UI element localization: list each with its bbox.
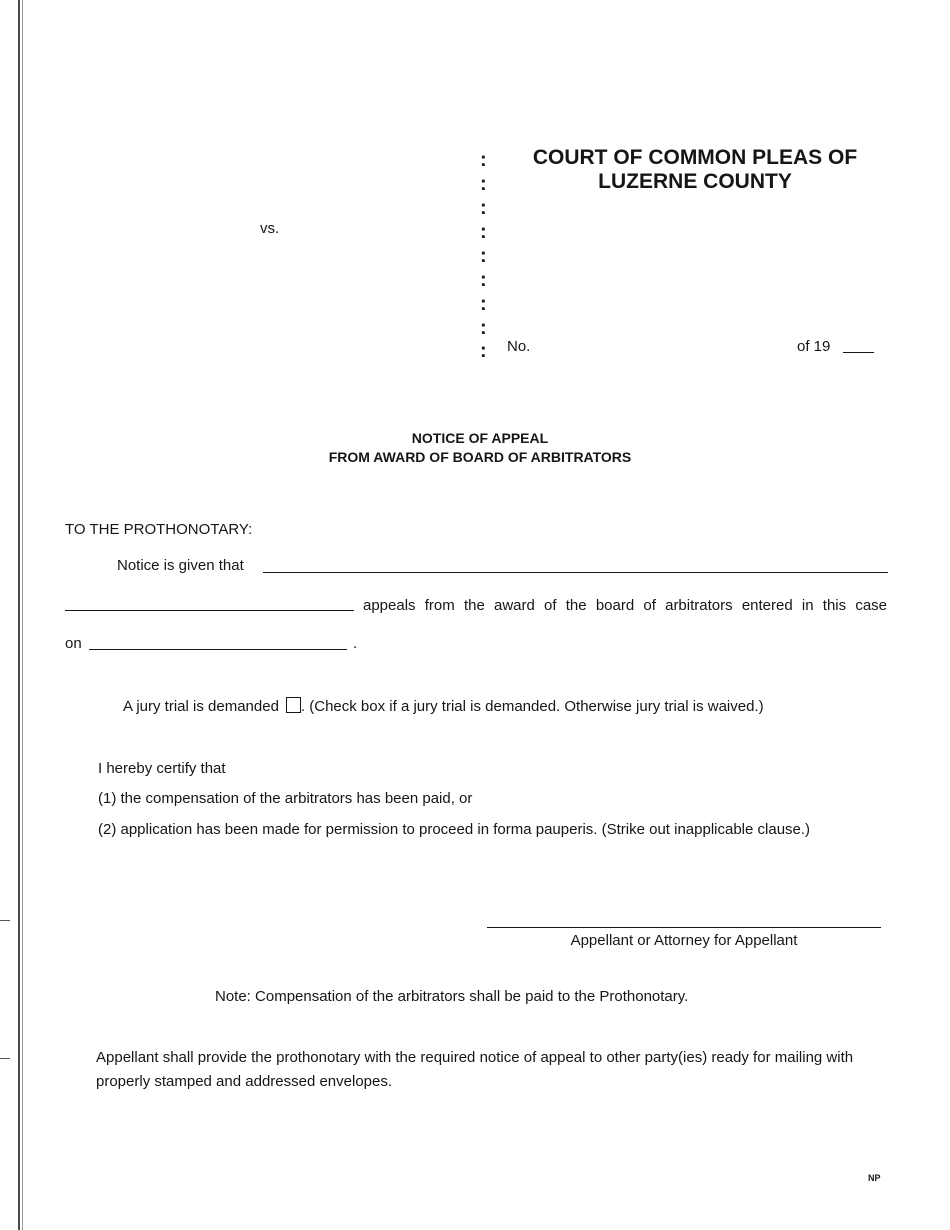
case-year-field[interactable] xyxy=(843,352,874,353)
margin-tick xyxy=(0,1058,10,1059)
signature-label: Appellant or Attorney for Appellant xyxy=(570,932,798,949)
court-title-line2: LUZERNE COUNTY xyxy=(598,170,792,193)
closing-text: Appellant shall provide the prothonotary with the required notice of appeal to other party(ies) ready for mailing with properly stamped and addressed envelopes. xyxy=(96,1049,854,1090)
salutation: TO THE PROTHONOTARY: xyxy=(65,521,253,538)
case-year-label: of 19 xyxy=(797,338,831,355)
notice-heading-line1: NOTICE OF APPEAL xyxy=(411,430,549,446)
closing-paragraph xyxy=(62,1046,892,1094)
court-title xyxy=(495,146,895,194)
appellant-name-field-continued[interactable] xyxy=(65,610,354,611)
page-edge-line-inner xyxy=(22,0,23,1230)
separator-colon: : xyxy=(480,245,487,267)
separator-colon: : xyxy=(480,173,487,195)
jury-suffix: . (Check box if a jury trial is demanded. Otherwise jury trial is waived.) xyxy=(300,698,764,715)
separator-colon: : xyxy=(480,221,487,243)
margin-tick xyxy=(0,920,10,921)
jury-trial-line xyxy=(123,697,764,715)
certify-clause-1: (1) the compensation of the arbitrators has been paid, or xyxy=(98,790,473,807)
certify-clause-2: (2) application has been made for permission to proceed in forma pauperis. (Strike out inapplicable clause.) xyxy=(98,821,811,838)
versus-label: vs. xyxy=(260,220,280,237)
separator-colon: : xyxy=(480,149,487,171)
separator-colon: : xyxy=(480,317,487,339)
on-period: . xyxy=(353,635,358,652)
compensation-note: Note: Compensation of the arbitrators shall be paid to the Prothonotary. xyxy=(215,988,689,1005)
notice-prefix: Notice is given that xyxy=(117,557,244,574)
certify-intro: I hereby certify that xyxy=(98,760,226,777)
separator-colon: : xyxy=(480,197,487,219)
jury-trial-checkbox[interactable] xyxy=(286,697,301,713)
separator-colon: : xyxy=(480,293,487,315)
separator-colon: : xyxy=(480,340,487,362)
notice-heading xyxy=(0,429,950,467)
appeals-text: appeals from the award of the board of arbitrators entered in this case xyxy=(363,597,887,614)
page-edge-line xyxy=(18,0,20,1230)
jury-prefix: A jury trial is demanded xyxy=(123,698,279,715)
notice-heading-line2: FROM AWARD OF BOARD OF ARBITRATORS xyxy=(328,449,632,465)
on-label: on xyxy=(65,635,82,652)
separator-colon: : xyxy=(480,269,487,291)
case-number-label: No. xyxy=(507,338,531,355)
award-date-field[interactable] xyxy=(89,649,347,650)
appellant-name-field[interactable] xyxy=(263,572,888,573)
form-code: NP xyxy=(868,1173,881,1183)
court-title-line1: COURT OF COMMON PLEAS OF xyxy=(532,146,858,169)
signature-line[interactable] xyxy=(487,927,881,928)
